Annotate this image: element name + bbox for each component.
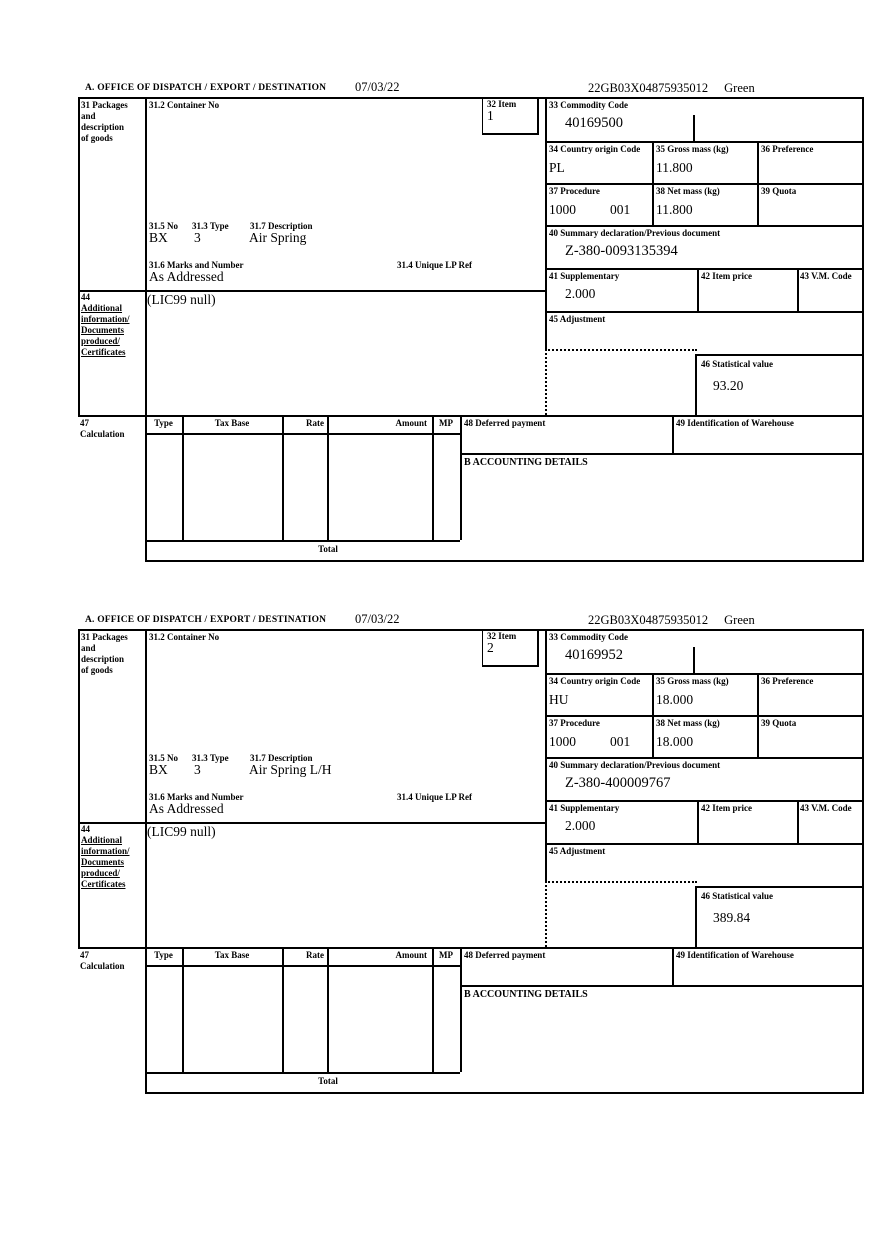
mrn-value: 22GB03X04875935012 — [588, 81, 709, 95]
mrn-line — [588, 81, 755, 96]
previous-document-label: 40 Summary declaration/Previous document — [549, 228, 721, 238]
border-line — [460, 947, 462, 1072]
description-value: Air Spring L/H — [249, 762, 332, 777]
border-line — [145, 1072, 460, 1074]
net-mass-label: 38 Net mass (kg) — [656, 718, 720, 728]
country-origin-value: HU — [549, 692, 569, 707]
procedure-value-2: 001 — [610, 734, 631, 749]
mrn-value: 22GB03X04875935012 — [588, 613, 709, 627]
border-line — [862, 97, 864, 562]
description-value: Air Spring — [249, 230, 307, 245]
border-line — [797, 800, 799, 843]
border-line — [460, 985, 864, 987]
dotted-border-line — [545, 349, 547, 415]
quota-label: 39 Quota — [761, 718, 797, 728]
commodity-code-divider — [693, 115, 695, 141]
supplementary-label: 41 Supplementary — [549, 271, 620, 281]
container-no-label: 31.2 Container No — [149, 100, 220, 110]
procedure-value-2: 001 — [610, 202, 631, 217]
supplementary-value: 2.000 — [565, 818, 596, 833]
border-line — [545, 800, 862, 802]
item-number-value: 1 — [487, 108, 494, 123]
net-mass-value: 18.000 — [656, 734, 694, 749]
item-number-box — [482, 97, 539, 135]
commodity-code-label: 33 Commodity Code — [549, 100, 628, 110]
border-line — [145, 629, 147, 1094]
additional-info-value: (LIC99 null) — [147, 824, 216, 839]
box31-label: description — [81, 122, 125, 132]
box44-label: information/ — [81, 314, 130, 324]
box47-label: 47 — [80, 418, 89, 428]
vm-code-label: 43 V.M. Code — [800, 271, 852, 281]
dotted-border-line — [545, 881, 547, 947]
statistical-value-box — [695, 354, 864, 417]
box31-label: 31 Packages — [81, 100, 128, 110]
item-number-label: 32 Item — [487, 99, 517, 109]
border-line — [145, 560, 864, 562]
total-label: Total — [318, 1076, 338, 1086]
border-line — [545, 183, 862, 185]
country-origin-label: 34 Country origin Code — [549, 144, 641, 154]
border-line — [757, 141, 759, 225]
declaration-date: 07/03/22 — [355, 612, 400, 626]
procedure-label: 37 Procedure — [549, 718, 600, 728]
tax-rate-header: Rate — [306, 418, 324, 428]
gross-mass-value: 11.800 — [656, 160, 693, 175]
box31-label: of goods — [81, 665, 113, 675]
box31-label: 31 Packages — [81, 632, 128, 642]
warehouse-id-label: 49 Identification of Warehouse — [676, 418, 794, 428]
box31-label: of goods — [81, 133, 113, 143]
accounting-details-label: B ACCOUNTING DETAILS — [464, 989, 588, 1000]
procedure-value-1: 1000 — [549, 202, 576, 217]
declaration-item-section-1 — [78, 80, 864, 562]
border-line — [145, 540, 460, 542]
supplementary-value: 2.000 — [565, 286, 596, 301]
box44-label: Additional — [81, 835, 123, 845]
item-number-box — [482, 629, 539, 667]
border-line — [672, 415, 674, 453]
deferred-payment-label: 48 Deferred payment — [464, 418, 546, 428]
box44-label: 44 — [81, 292, 90, 302]
accounting-details-label: B ACCOUNTING DETAILS — [464, 457, 588, 468]
border-line — [145, 97, 147, 562]
tax-amount-header: Amount — [395, 950, 427, 960]
border-line — [145, 1092, 864, 1094]
border-line — [652, 673, 654, 757]
border-line — [652, 141, 654, 225]
package-no-value: BX — [149, 762, 168, 777]
package-no-value: BX — [149, 230, 168, 245]
net-mass-value: 11.800 — [656, 202, 693, 217]
box31-label: and — [81, 111, 96, 121]
box47-label: 47 — [80, 950, 89, 960]
tax-mp-header: MP — [439, 418, 453, 428]
statistical-value-label: 46 Statistical value — [701, 359, 773, 369]
previous-document-value: Z-380-400009767 — [565, 775, 671, 791]
unique-lp-ref-label: 31.4 Unique LP Ref — [397, 260, 473, 270]
item-number-value: 2 — [487, 640, 494, 655]
commodity-code-value: 40169952 — [565, 647, 623, 663]
procedure-value-1: 1000 — [549, 734, 576, 749]
statistical-value: 93.20 — [713, 378, 744, 393]
net-mass-label: 38 Net mass (kg) — [656, 186, 720, 196]
border-line — [757, 673, 759, 757]
preference-label: 36 Preference — [761, 144, 814, 154]
description-label: 31.7 Description — [250, 221, 313, 231]
box47-label: Calculation — [80, 961, 125, 971]
border-line — [672, 947, 674, 985]
box44-label: produced/ — [81, 336, 120, 346]
marks-label: 31.6 Marks and Number — [149, 792, 244, 802]
package-type-label: 31.3 Type — [192, 221, 229, 231]
item-number-label: 32 Item — [487, 631, 517, 641]
description-label: 31.7 Description — [250, 753, 313, 763]
adjustment-label: 45 Adjustment — [549, 846, 606, 856]
box44-label: Certificates — [81, 879, 126, 889]
statistical-value: 389.84 — [713, 910, 751, 925]
item-price-label: 42 Item price — [701, 271, 752, 281]
deferred-payment-label: 48 Deferred payment — [464, 950, 546, 960]
box44-label: information/ — [81, 846, 130, 856]
dotted-border-line — [545, 349, 697, 351]
box44-label: Documents — [81, 857, 124, 867]
border-line — [697, 800, 699, 843]
mrn-line — [588, 613, 755, 628]
marks-label: 31.6 Marks and Number — [149, 260, 244, 270]
country-origin-label: 34 Country origin Code — [549, 676, 641, 686]
box47-label: Calculation — [80, 429, 125, 439]
previous-document-label: 40 Summary declaration/Previous document — [549, 760, 721, 770]
border-line — [797, 268, 799, 311]
box44-label: produced/ — [81, 868, 120, 878]
warehouse-id-label: 49 Identification of Warehouse — [676, 950, 794, 960]
box31-label: description — [81, 654, 125, 664]
declaration-item-section-2 — [78, 612, 864, 1094]
border-line — [145, 433, 460, 435]
routing-status: Green — [724, 81, 755, 95]
border-line — [460, 415, 462, 540]
box44-label: Documents — [81, 325, 124, 335]
border-line — [862, 629, 864, 1094]
tax-type-header: Type — [154, 418, 173, 428]
border-line — [545, 843, 862, 845]
package-no-label: 31.5 No — [149, 221, 178, 231]
commodity-code-divider — [693, 647, 695, 673]
statistical-value-box — [695, 886, 864, 949]
gross-mass-label: 35 Gross mass (kg) — [656, 144, 729, 154]
supplementary-label: 41 Supplementary — [549, 803, 620, 813]
additional-info-value: (LIC99 null) — [147, 292, 216, 307]
declaration-date: 07/03/22 — [355, 80, 400, 94]
gross-mass-label: 35 Gross mass (kg) — [656, 676, 729, 686]
border-line — [545, 141, 862, 143]
marks-value: As Addressed — [149, 269, 224, 284]
border-line — [545, 757, 862, 759]
commodity-code-label: 33 Commodity Code — [549, 632, 628, 642]
adjustment-label: 45 Adjustment — [549, 314, 606, 324]
border-line — [460, 453, 864, 455]
package-type-value: 3 — [194, 762, 201, 777]
statistical-value-label: 46 Statistical value — [701, 891, 773, 901]
border-line — [545, 673, 862, 675]
commodity-code-value: 40169500 — [565, 115, 623, 131]
tax-base-header: Tax Base — [214, 950, 250, 960]
border-line — [78, 629, 864, 631]
office-of-dispatch-label: A. OFFICE OF DISPATCH / EXPORT / DESTINATION — [85, 615, 327, 625]
dotted-border-line — [545, 881, 697, 883]
item-price-label: 42 Item price — [701, 803, 752, 813]
border-line — [545, 715, 862, 717]
border-line — [145, 965, 460, 967]
previous-document-value: Z-380-0093135394 — [565, 243, 678, 259]
marks-value: As Addressed — [149, 801, 224, 816]
vm-code-label: 43 V.M. Code — [800, 803, 852, 813]
office-of-dispatch-label: A. OFFICE OF DISPATCH / EXPORT / DESTINATION — [85, 83, 327, 93]
box31-label: and — [81, 643, 96, 653]
package-type-value: 3 — [194, 230, 201, 245]
unique-lp-ref-label: 31.4 Unique LP Ref — [397, 792, 473, 802]
border-line — [545, 225, 862, 227]
border-line — [545, 311, 862, 313]
quota-label: 39 Quota — [761, 186, 797, 196]
routing-status: Green — [724, 613, 755, 627]
gross-mass-value: 18.000 — [656, 692, 694, 707]
preference-label: 36 Preference — [761, 676, 814, 686]
tax-type-header: Type — [154, 950, 173, 960]
tax-base-header: Tax Base — [214, 418, 250, 428]
border-line — [78, 97, 864, 99]
box44-label: Certificates — [81, 347, 126, 357]
container-no-label: 31.2 Container No — [149, 632, 220, 642]
country-origin-value: PL — [549, 160, 565, 175]
package-type-label: 31.3 Type — [192, 753, 229, 763]
tax-rate-header: Rate — [306, 950, 324, 960]
tax-amount-header: Amount — [395, 418, 427, 428]
border-line — [78, 97, 80, 415]
package-no-label: 31.5 No — [149, 753, 178, 763]
total-label: Total — [318, 544, 338, 554]
box44-label: Additional — [81, 303, 123, 313]
border-line — [697, 268, 699, 311]
box44-label: 44 — [81, 824, 90, 834]
procedure-label: 37 Procedure — [549, 186, 600, 196]
border-line — [545, 268, 862, 270]
tax-mp-header: MP — [439, 950, 453, 960]
border-line — [78, 629, 80, 947]
